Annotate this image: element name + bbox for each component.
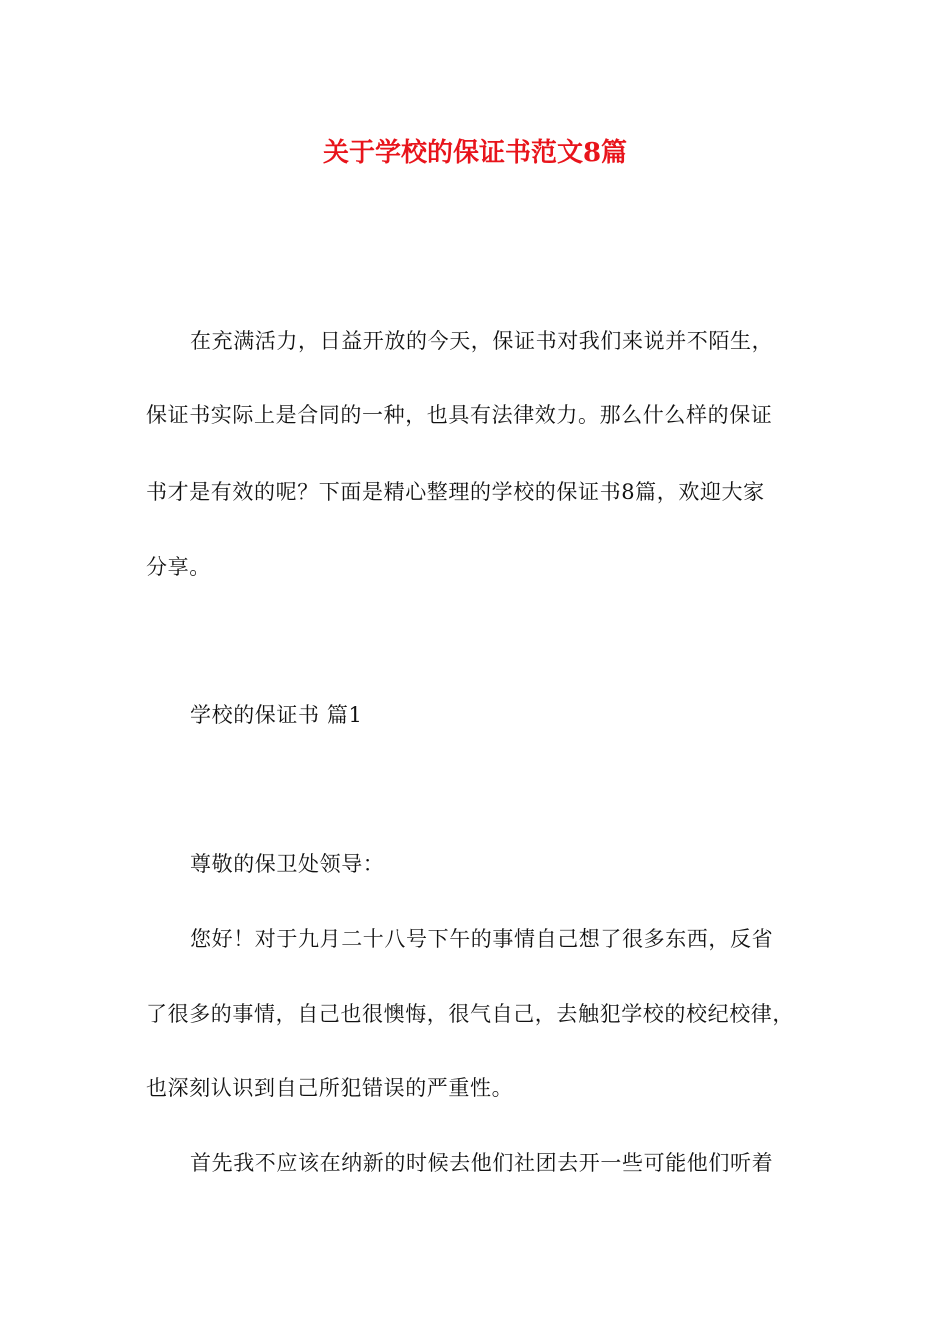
body-line-3: 也深刻认识到自己所犯错误的严重性。 (146, 1076, 514, 1100)
body-line-1: 您好！对于九月二十八号下午的事情自己想了很多东西，反省 (190, 927, 774, 951)
intro-line-4: 分享。 (146, 555, 211, 579)
intro-line-1: 在充满活力，日益开放的今天，保证书对我们来说并不陌生， (190, 329, 774, 353)
section-heading: 学校的保证书 篇1 (190, 703, 363, 727)
salutation: 尊敬的保卫处领导： (190, 852, 385, 876)
body-line-2: 了很多的事情，自己也很懊悔，很气自己，去触犯学校的校纪校律， (146, 1002, 794, 1026)
document-title: 关于学校的保证书范文8篇 (322, 138, 628, 168)
intro-line-3: 书才是有效的呢？下面是精心整理的学校的保证书8篇，欢迎大家 (146, 480, 765, 504)
intro-line-2: 保证书实际上是合同的一种，也具有法律效力。那么什么样的保证 (146, 403, 773, 427)
body-line-4: 首先我不应该在纳新的时候去他们社团去开一些可能他们听着 (190, 1151, 774, 1175)
